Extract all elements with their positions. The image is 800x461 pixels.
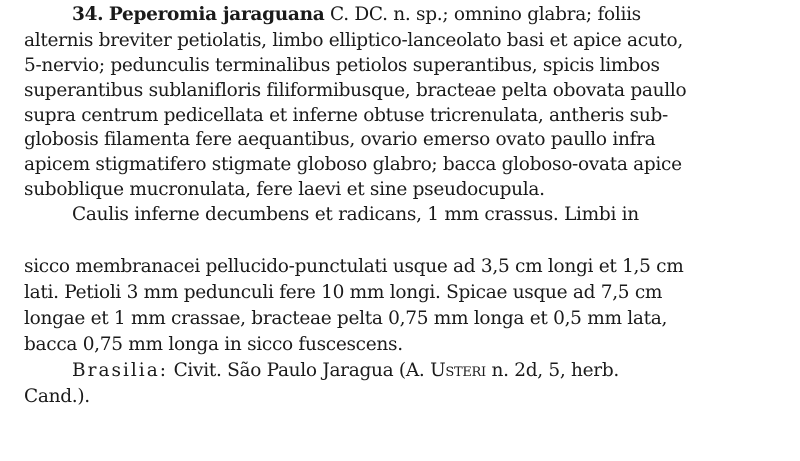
- diagnosis-line: supra centrum pedicellata et inferne obtuse tricrenulata, antheris sub-: [24, 105, 668, 126]
- description-line: bacca 0,75 mm longa in sicco fuscescens.: [24, 334, 403, 355]
- diagnosis-line: suboblique mucronulata, fere laevi et sine pseudocupula.: [24, 179, 545, 200]
- diagnosis-line: 5-nervio; pedunculis terminalibus petiolos superantibus, spicis limbos: [24, 55, 660, 76]
- description-line: lati. Petioli 3 mm pedunculi fere 10 mm longi. Spicae usque ad 7,5 cm: [24, 282, 663, 303]
- locality-country: Brasilia:: [72, 360, 168, 381]
- species-authority: C. DC. n. sp.; omnino glabra; foliis: [330, 4, 641, 25]
- heading-text: [72, 2, 641, 27]
- collector-number: n. 2d, 5, herb.: [491, 360, 619, 381]
- description-line: sicco membranacei pellucido-punctulati usque ad 3,5 cm longi et 1,5 cm: [24, 256, 684, 277]
- species-heading: [0, 2, 800, 27]
- diagnosis-line: globosis filamenta fere aequantibus, ovario emerso ovato paullo infra: [24, 129, 656, 150]
- collector-name: Usteri: [430, 360, 486, 381]
- locality-last-line: Cand.).: [24, 386, 90, 407]
- locality-line: [0, 358, 800, 383]
- diagnosis-line: alternis breviter petiolatis, limbo elliptico-lanceolato basi et apice acuto,: [24, 30, 683, 51]
- diagnosis-line: apicem stigmatifero stigmate globoso glabro; bacca globoso-ovata apice: [24, 154, 682, 175]
- species-name: Peperomia jaraguana: [108, 4, 325, 25]
- description-line: longae et 1 mm crassae, bracteae pelta 0,75 mm longa et 0,5 mm lata,: [24, 308, 668, 329]
- description-line: Caulis inferne decumbens et radicans, 1 mm crassus. Limbi in: [72, 204, 639, 225]
- locality-text: Civit. São Paulo Jaragua (A.: [173, 360, 425, 381]
- diagnosis-line: superantibus sublanifloris filiformibusque, bracteae pelta obovata paullo: [24, 80, 687, 101]
- entry-number: 34.: [72, 4, 104, 25]
